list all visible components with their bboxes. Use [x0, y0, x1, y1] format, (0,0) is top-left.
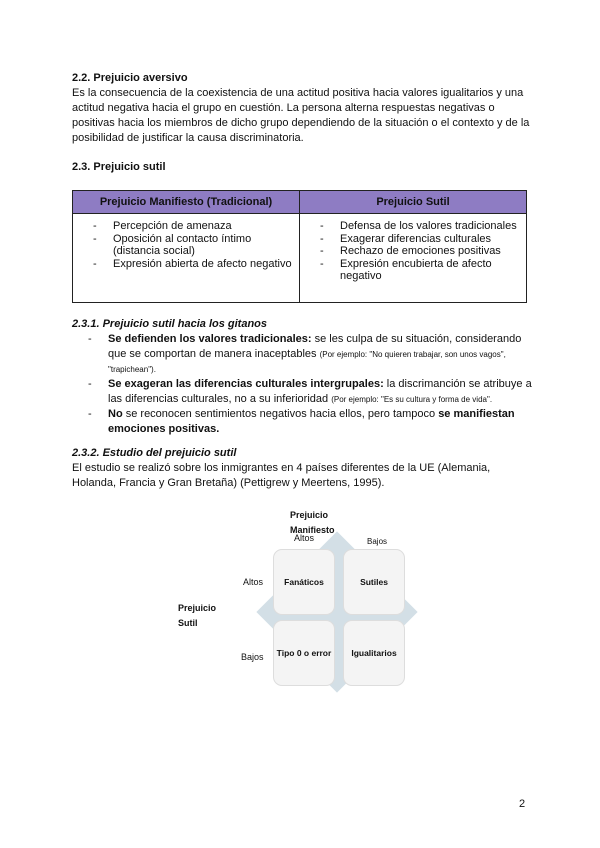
list-item: - Expresión abierta de afecto negativo [87, 258, 299, 271]
bold-text: Se defienden los valores tradicionales: [108, 333, 312, 345]
list-item: - Percepción de amenaza [87, 220, 299, 233]
list-item: - Oposición al contacto íntimo (distancia social) [87, 233, 299, 258]
paragraph-aversive: Es la consecuencia de la coexistencia de una actitud positiva hacia valores igualitarios y una actitud negativa hacia el grupo en cuestión. La persona alterna respuestas negativas o positivas hacia los miembros de dicho grupo dependiendo de la situación o el contexto y de la posibilidad de justificar la causa discriminatoria. [72, 87, 530, 144]
cell-fanaticos: Fanáticos [273, 549, 335, 615]
text: se reconocen sentimientos negativos hacia ellos, pero tampoco [122, 408, 439, 420]
heading-aversive: 2.2. Prejuicio aversivo [72, 72, 188, 84]
bold-text: Se exageran las diferencias culturales intergrupales: [108, 378, 384, 390]
label-subtle-low: Bajos [241, 652, 264, 662]
cell-igualitarios: Igualitarios [343, 620, 405, 686]
table-header-subtle: Prejuicio Sutil [300, 191, 527, 214]
text: se les culpa de su situación, considerando que se comportan de manera inaceptables [108, 333, 522, 360]
example-text: (Por ejemplo: "No quieren trabajar, son unos vagos", "trapichean"). [108, 350, 506, 374]
cell-sutiles: Sutiles [343, 549, 405, 615]
label-manifest-high: Altos [294, 533, 315, 543]
list-item [88, 332, 532, 377]
list-item [88, 377, 532, 407]
section-study [72, 446, 532, 491]
heading-study: 2.3.2. Estudio del prejuicio sutil [72, 447, 237, 459]
list-item [88, 407, 532, 437]
label-manifest-low: Bajos [367, 537, 388, 546]
cell-tipo-0: Tipo 0 o error [273, 620, 335, 686]
label-subtle-high: Altos [243, 577, 264, 587]
bold-text: No [108, 408, 123, 420]
section-aversive [72, 71, 532, 146]
paragraph-study: El estudio se realizó sobre los inmigrantes en 4 países diferentes de la UE (Alemania, Holanda, Francia y Gran Bretaña) (Pettigrew y Meertens, 1995). [72, 462, 491, 489]
page-number: 2 [519, 798, 526, 810]
comparison-table [72, 190, 527, 303]
table-header-manifest: Prejuicio Manifiesto (Tradicional) [73, 191, 300, 214]
example-text: (Por ejemplo: "Es su cultura y forma de vida". [331, 395, 493, 404]
heading-gitanos: 2.3.1. Prejuicio sutil hacia los gitanos [72, 318, 268, 330]
list-item: - Defensa de los valores tradicionales [314, 220, 526, 233]
table-cell-manifest [73, 214, 300, 303]
axis-title-subtle: Prejuicio Sutil [178, 603, 217, 628]
table-cell-subtle [300, 214, 527, 303]
list-item: - Exagerar diferencias culturales [314, 233, 526, 246]
list-item: - Expresión encubierta de afecto negativo [314, 258, 526, 283]
text: la discrimanción se atribuye a las diferencias culturales, no a su inferioridad [108, 378, 532, 405]
section-gitanos [72, 317, 532, 437]
list-item: - Rechazo de emociones positivas [314, 245, 526, 258]
bold-text: se manifiestan emociones positivas. [108, 408, 515, 435]
axis-title-manifest: Prejuicio Manifiesto [290, 510, 335, 535]
heading-subtle: 2.3. Prejuicio sutil [72, 161, 166, 173]
